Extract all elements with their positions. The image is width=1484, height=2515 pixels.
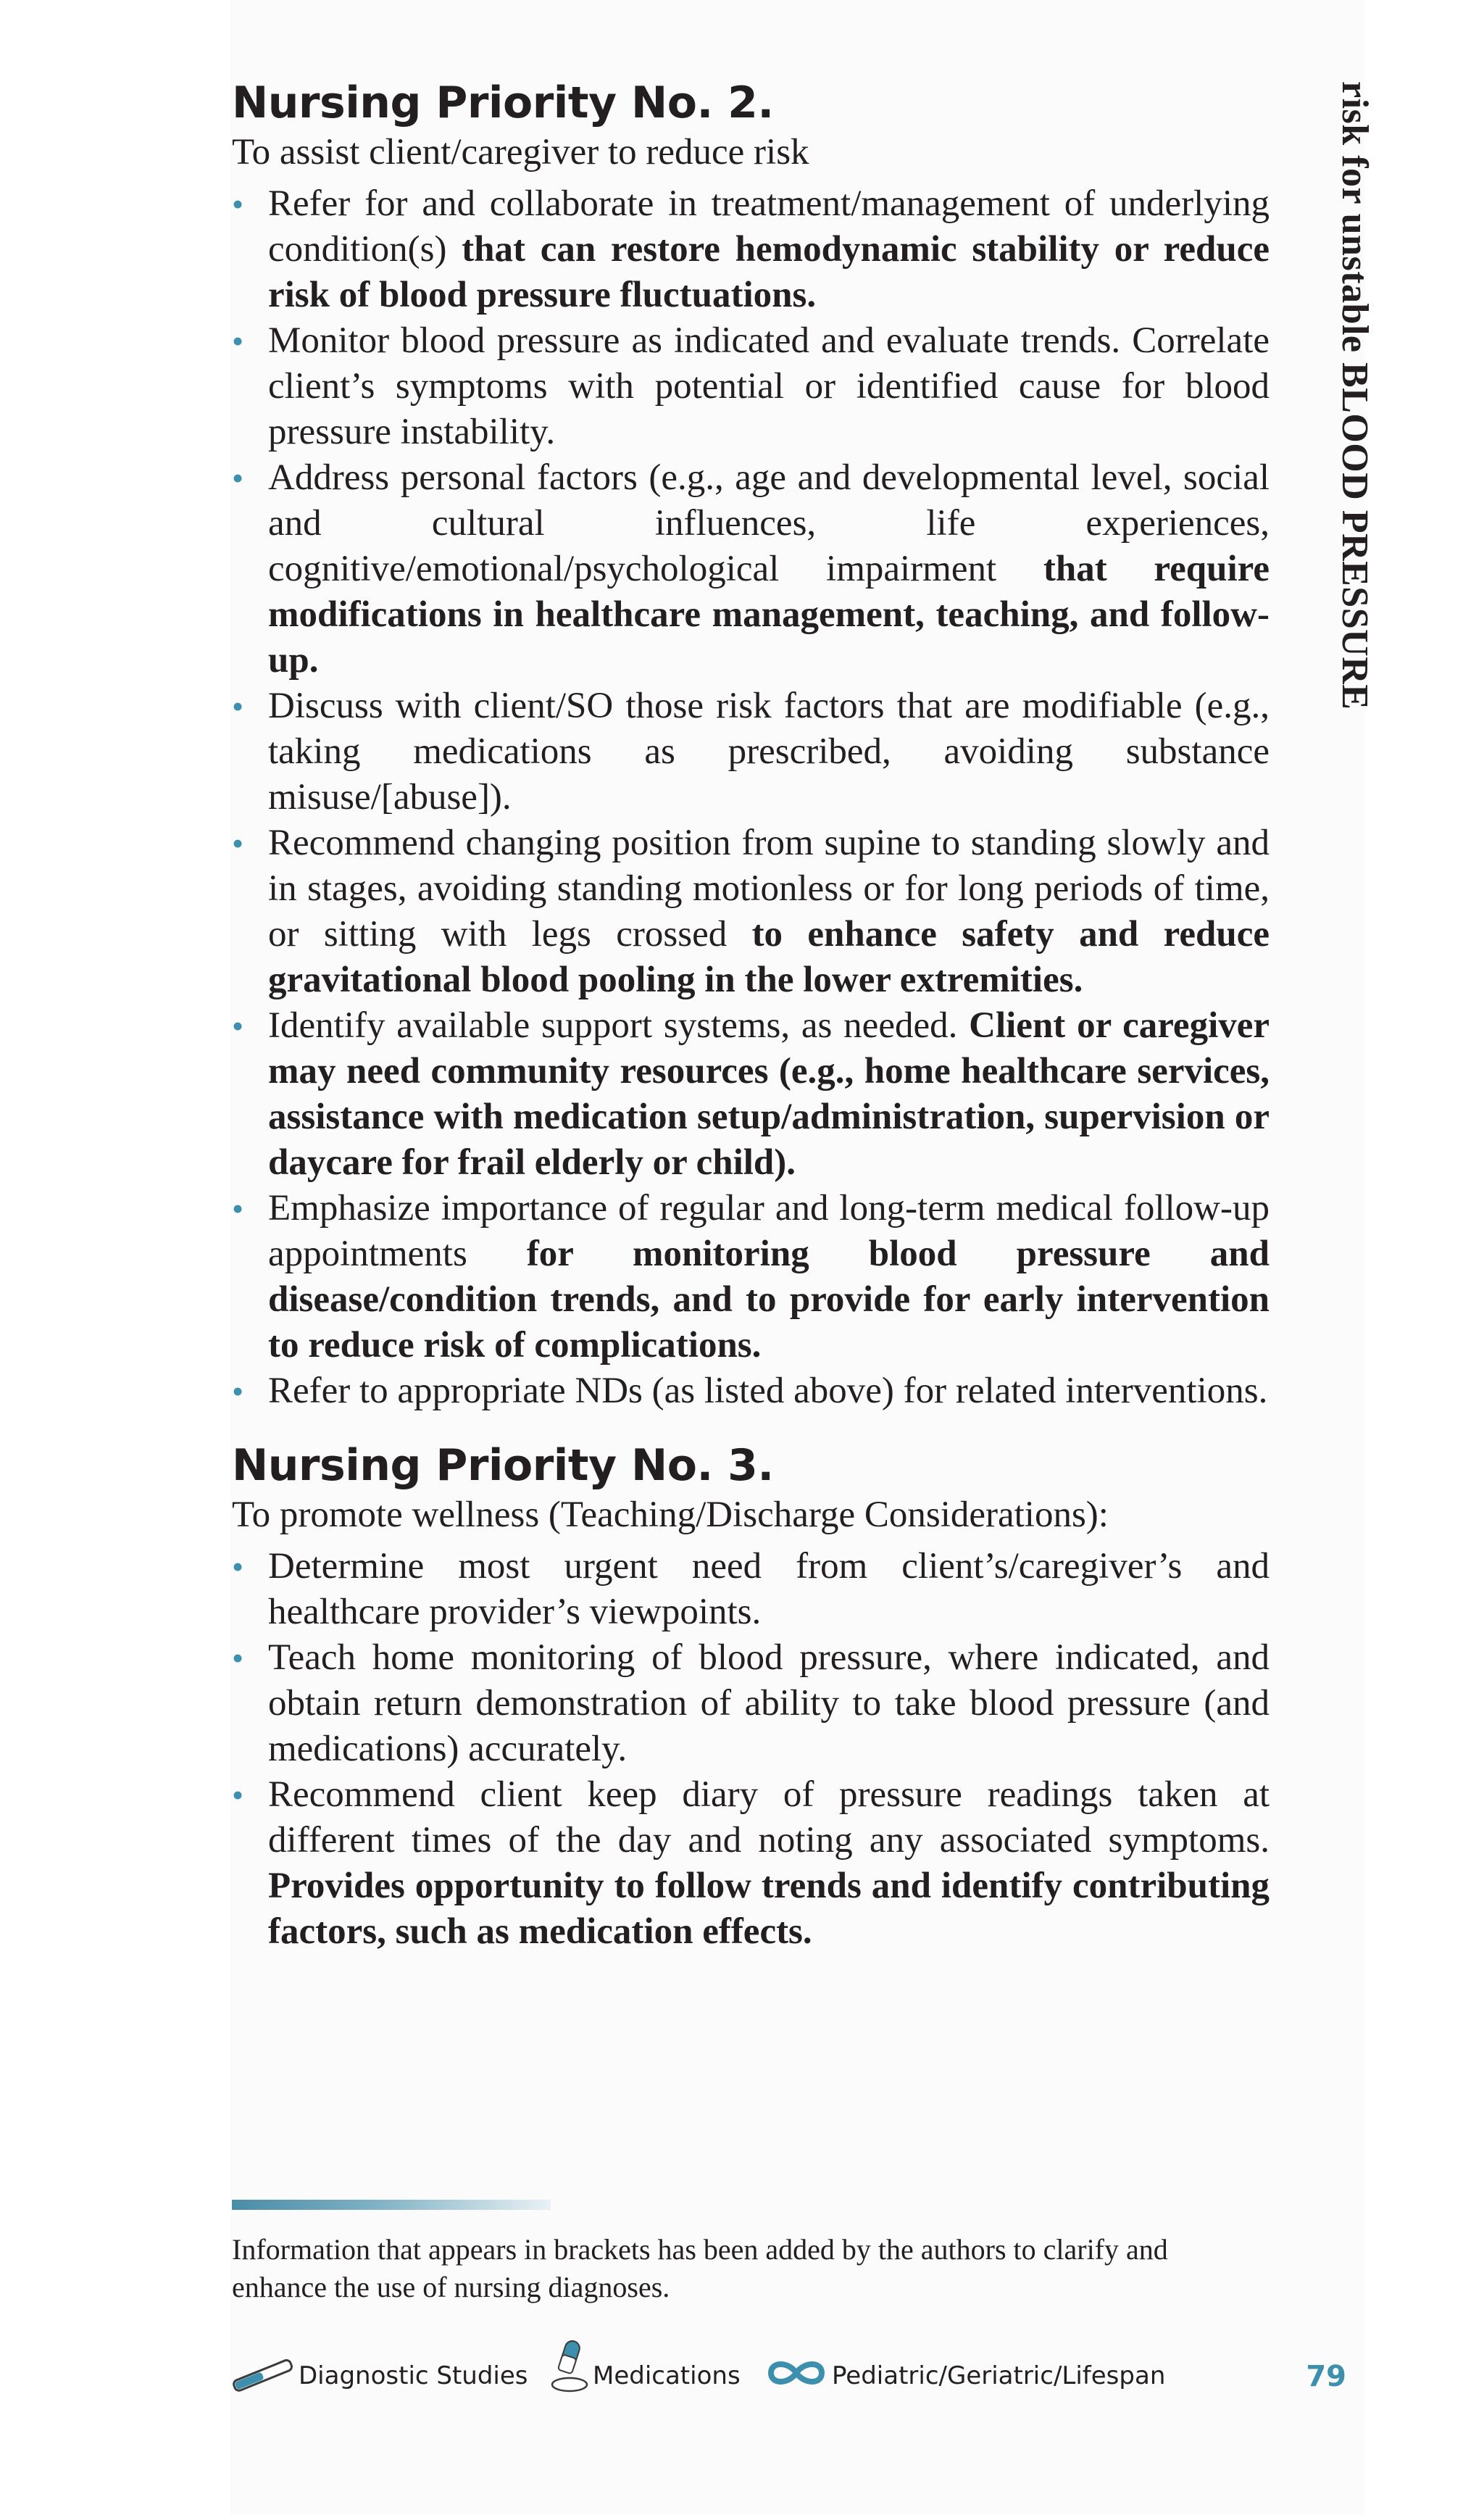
- item-text: Determine most urgent need from client’s/caregiver’s and healthcare provider’s viewpoints.: [268, 1546, 1270, 1632]
- priority-2-list: [232, 181, 1270, 1414]
- list-item: [232, 1368, 1270, 1414]
- list-item: [232, 318, 1270, 455]
- bullet-icon: •: [232, 323, 244, 359]
- legend-lifespan: Pediatric/Geriatric/Lifespan: [832, 2361, 1166, 2390]
- list-item: [232, 181, 1270, 318]
- list-item: [232, 683, 1270, 820]
- bullet-icon: •: [232, 1373, 244, 1410]
- item-rationale: that can restore hemodynamic stability or reduce risk of blood pressure fluctuations.: [268, 229, 1270, 315]
- item-rationale: for monitoring blood pressure and disease/condition trends, and to provide for early intervention to reduce risk of complications.: [268, 1234, 1270, 1365]
- list-item: [232, 820, 1270, 1003]
- nursing-priority-2: [232, 76, 1270, 1414]
- item-text: Recommend client keep diary of pressure readings taken at different times of the day and noting any associated symptoms.: [268, 1774, 1270, 1861]
- priority-2-heading: Nursing Priority No. 2.: [232, 78, 774, 128]
- list-item: [232, 1544, 1270, 1635]
- item-text: Recommend changing position from supine to standing slowly and in stages, avoiding standing motionless or for long periods of time, or sitting with legs crossed: [268, 823, 1270, 955]
- footnote: Information that appears in brackets has been added by the authors to clarify and enhance the use of nursing diagnoses.: [232, 2233, 1168, 2303]
- item-text: Teach home monitoring of blood pressure, where indicated, and obtain return demonstration of ability to take blood pressure (and medications) accurately.: [268, 1637, 1270, 1769]
- priority-2-lead: To assist client/caregiver to reduce risk: [232, 132, 809, 172]
- bullet-icon: •: [232, 1776, 244, 1813]
- bullet-icon: •: [232, 1007, 244, 1044]
- item-rationale: to enhance safety and reduce gravitational blood pooling in the lower extremities.: [268, 914, 1270, 1000]
- item-text: Discuss with client/SO those risk factors that are modifiable (e.g., taking medications as prescribed, avoiding substance misuse/[abuse]).: [268, 686, 1270, 818]
- priority-3-lead: To promote wellness (Teaching/Discharge Considerations):: [232, 1495, 1109, 1535]
- bullet-icon: •: [232, 1548, 244, 1585]
- main-content: [232, 76, 1270, 1955]
- item-text: Monitor blood pressure as indicated and evaluate trends. Correlate client’s symptoms with potential or identified cause for blood pressure instability.: [268, 320, 1270, 452]
- priority-3-heading: Nursing Priority No. 3.: [232, 1440, 774, 1491]
- item-text: Refer for and collaborate in treatment/management of underlying condition(s): [268, 183, 1270, 270]
- bullet-icon: •: [232, 1639, 244, 1676]
- legend-diagnostic-studies: Diagnostic Studies: [299, 2361, 528, 2390]
- footnote-rule: [232, 2200, 551, 2210]
- diagnostic-studies-icon: [230, 2353, 294, 2396]
- page-number: 79: [1306, 2360, 1346, 2393]
- list-item: [232, 1772, 1270, 1955]
- nursing-priority-3: [232, 1439, 1270, 1955]
- legend-medications: Medications: [593, 2361, 741, 2390]
- item-rationale: that require modifications in healthcare management, teaching, and follow-up.: [268, 549, 1270, 681]
- pediatric-geriatric-lifespan-icon: [767, 2358, 826, 2387]
- list-item: [232, 1186, 1270, 1368]
- bullet-icon: •: [232, 1190, 244, 1227]
- item-text: Refer to appropriate NDs (as listed above) for related interventions.: [268, 1371, 1268, 1411]
- list-item: [232, 1003, 1270, 1186]
- running-section-tab: risk for unstable BLOOD PRESSURE: [1334, 81, 1375, 710]
- icon-legend: [230, 2350, 1346, 2408]
- bullet-icon: •: [232, 825, 244, 862]
- list-item: [232, 1635, 1270, 1772]
- item-text: Identify available support systems, as needed.: [268, 1005, 970, 1046]
- item-rationale: Provides opportunity to follow trends and identify contributing factors, such as medication effects.: [268, 1866, 1270, 1952]
- item-text: Address personal factors (e.g., age and developmental level, social and cultural influences, life experiences, cognitive/emotional/psychological impairment: [268, 457, 1270, 589]
- bullet-icon: •: [232, 688, 244, 725]
- list-item: [232, 455, 1270, 683]
- item-text: Emphasize importance of regular and long-term medical follow-up appointments: [268, 1188, 1270, 1274]
- bullet-icon: •: [232, 460, 244, 496]
- priority-3-list: [232, 1544, 1270, 1955]
- bullet-icon: •: [232, 186, 244, 223]
- item-rationale: Client or caregiver may need community resources (e.g., home healthcare services, assistance with medication setup/administration, supervision or daycare for frail elderly or child).: [268, 1005, 1270, 1183]
- medications-icon: [549, 2340, 593, 2395]
